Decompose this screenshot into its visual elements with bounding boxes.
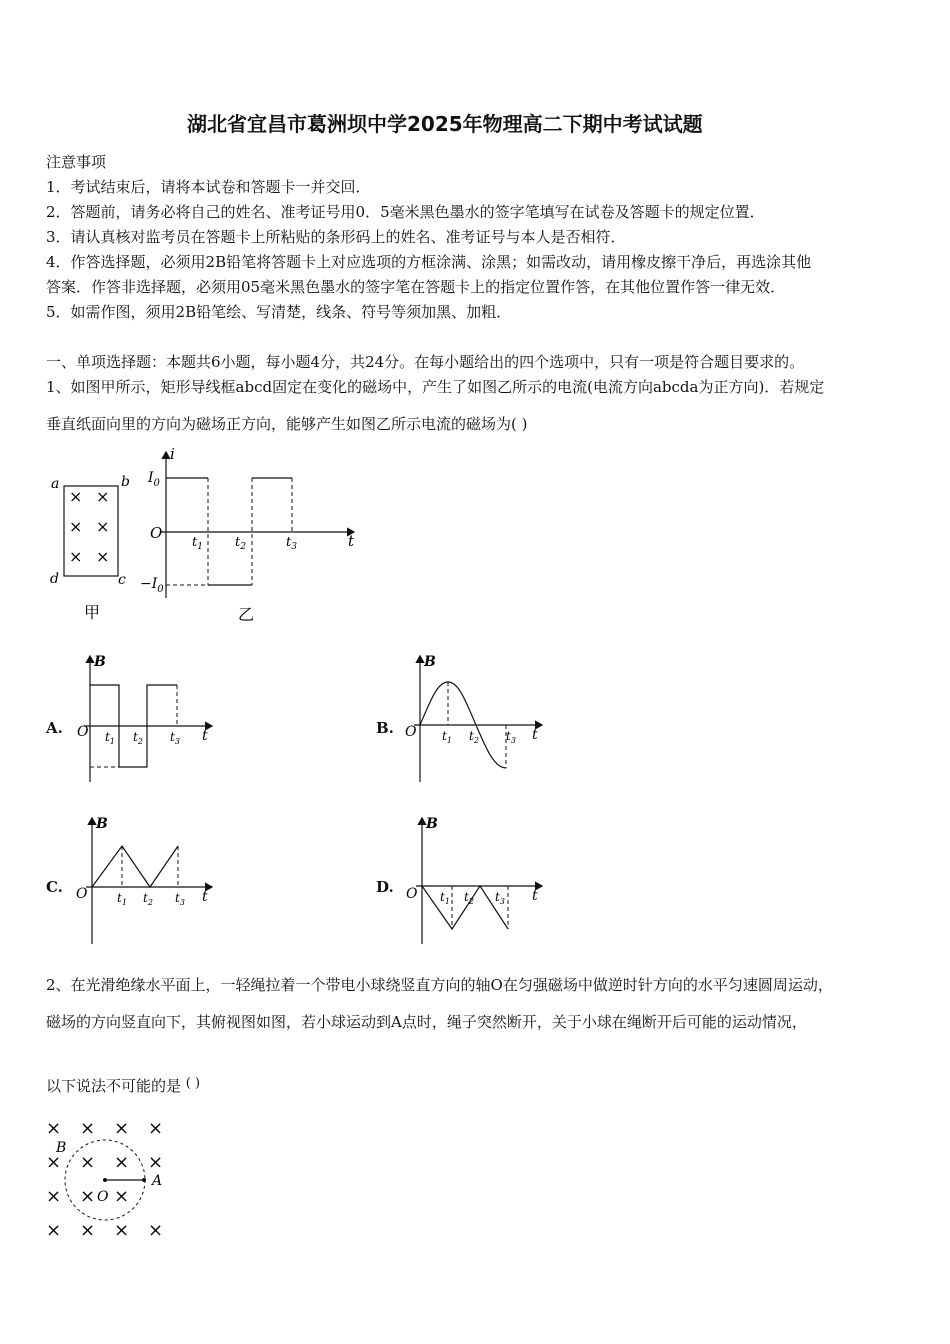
option-b-graph[interactable] (402, 650, 552, 785)
cross: × (46, 1220, 62, 1241)
t2-label: $t_2$ (464, 890, 474, 906)
notice-item-4: 4．作答选择题，必须用2B铅笔将答题卡上对应选项的方框涂满、涂黑；如需改动，请用橡皮擦干净后，再选涂其他 (46, 253, 812, 271)
t1-label: $t_1$ (117, 891, 127, 907)
t-label: t (532, 888, 538, 904)
t2-label: $t_2$ (235, 535, 246, 552)
t3-label: $t_3$ (506, 729, 516, 745)
cross: × (69, 517, 83, 536)
cross: × (96, 547, 110, 566)
t-label: t (348, 532, 355, 550)
label-b: B (56, 1140, 67, 1156)
option-a-label[interactable]: A. (46, 719, 63, 737)
notice-heading: 注意事项 (46, 153, 107, 171)
label-a: a (51, 476, 60, 492)
q2-line1: 2、在光滑绝缘水平面上，一轻绳拉着一个带电小球绕竖直方向的轴O在匀强磁场中做逆时针方向的水平匀速圆周运动， (46, 976, 833, 994)
notice-item-4-cont: 答案．作答非选择题，必须用05毫米黑色墨水的签字笔在答题卡上的指定位置作答，在其他位置作答一律无效． (46, 278, 786, 296)
page-title: 湖北省宜昌市葛洲坝中学2025年物理高二下期中考试试题 (187, 112, 703, 136)
t1-label: $t_1$ (440, 890, 450, 906)
q2-line3 (46, 1074, 200, 1096)
q2-line2: 磁场的方向竖直向下，其俯视图如图，若小球运动到A点时，绳子突然断开，关于小球在绳断开后可能的运动情况， (46, 1013, 807, 1031)
cross: × (80, 1152, 96, 1173)
notice-item-3: 3．请认真核对监考员在答题卡上所粘贴的条形码上的姓名、准考证号与本人是否相符． (46, 228, 626, 246)
origin-label: O (77, 724, 89, 740)
field-crosses (69, 487, 109, 566)
option-d-graph[interactable] (402, 812, 552, 947)
cross: × (114, 1152, 130, 1173)
t2-label: $t_2$ (469, 729, 479, 745)
field-waveform (92, 846, 178, 887)
t-label: t (532, 727, 538, 743)
label-d: d (50, 571, 59, 587)
figure-yi (140, 442, 370, 627)
label-b: b (121, 474, 130, 490)
t2-label: $t_2$ (133, 730, 143, 746)
cross: × (80, 1186, 96, 1207)
axis-point (103, 1178, 107, 1182)
cross: × (96, 487, 110, 506)
label-a: A (152, 1173, 163, 1189)
b-label: B (424, 654, 436, 670)
cross: × (148, 1152, 164, 1173)
i0-label: $I_0$ (148, 470, 160, 489)
notice-item-1: 1．考试结束后，请将本试卷和答题卡一并交回． (46, 178, 371, 196)
label-c: c (118, 572, 126, 588)
b-label: B (96, 816, 108, 832)
cross: × (46, 1152, 62, 1173)
cross: × (46, 1186, 62, 1207)
t1-label: $t_1$ (442, 729, 452, 745)
neg-i0-label: $-I_0$ (140, 576, 164, 595)
i-label: i (170, 445, 175, 463)
cross: × (46, 1118, 62, 1139)
option-d-label[interactable]: D. (376, 878, 394, 896)
origin-label: O (76, 886, 88, 902)
cross: × (114, 1186, 130, 1207)
t1-label: $t_1$ (105, 730, 115, 746)
b-label: B (94, 654, 106, 670)
t1-label: $t_1$ (192, 535, 203, 552)
t2-label: $t_2$ (143, 891, 153, 907)
cross: × (80, 1220, 96, 1241)
q2-question: 以下说法不可能的是 (46, 1077, 182, 1095)
cross: × (69, 487, 83, 506)
t3-label: $t_3$ (495, 890, 505, 906)
option-c-label[interactable]: C. (46, 878, 63, 896)
option-a-graph[interactable] (72, 650, 222, 785)
cross: × (69, 547, 83, 566)
b-label: B (426, 816, 438, 832)
option-b-label[interactable]: B. (376, 719, 394, 737)
t3-label: $t_3$ (175, 891, 185, 907)
cross: × (148, 1118, 164, 1139)
cross: × (114, 1220, 130, 1241)
caption-jia: 甲 (84, 603, 101, 622)
answer-paren: ( ) (185, 1076, 201, 1091)
cross: × (148, 1220, 164, 1241)
figure-jia (40, 466, 140, 626)
t3-label: $t_3$ (170, 730, 180, 746)
q1-line1: 1、如图甲所示，矩形导线框abcd固定在变化的磁场中，产生了如图乙所示的电流(电流方向abcda为正方向)．若规定 (46, 378, 825, 396)
caption-yi: 乙 (238, 605, 255, 624)
dashed-guides (122, 846, 178, 887)
label-o: O (97, 1189, 109, 1205)
t-label: t (202, 728, 208, 744)
origin-label: O (405, 724, 417, 740)
q1-line2: 垂直纸面向里的方向为磁场正方向，能够产生如图乙所示电流的磁场为( ) (46, 415, 528, 433)
t3-label: $t_3$ (286, 535, 297, 552)
notice-item-2: 2．答题前，请务必将自己的姓名、准考证号用0．5毫米黑色墨水的签字笔填写在试卷及答题卡的规定位置． (46, 203, 765, 221)
t-label: t (202, 889, 208, 905)
q2-figure (40, 1112, 180, 1252)
cross: × (80, 1118, 96, 1139)
ball-point (142, 1178, 146, 1182)
option-c-graph[interactable] (72, 812, 222, 947)
origin-label: O (150, 524, 163, 542)
cross: × (114, 1118, 130, 1139)
section-heading: 一、单项选择题：本题共6小题，每小题4分，共24分。在每小题给出的四个选项中，只有一项是符合题目要求的。 (46, 353, 805, 371)
notice-item-5: 5．如需作图，须用2B铅笔绘、写清楚，线条、符号等须加黑、加粗． (46, 303, 512, 321)
origin-label: O (406, 886, 418, 902)
cross: × (96, 517, 110, 536)
